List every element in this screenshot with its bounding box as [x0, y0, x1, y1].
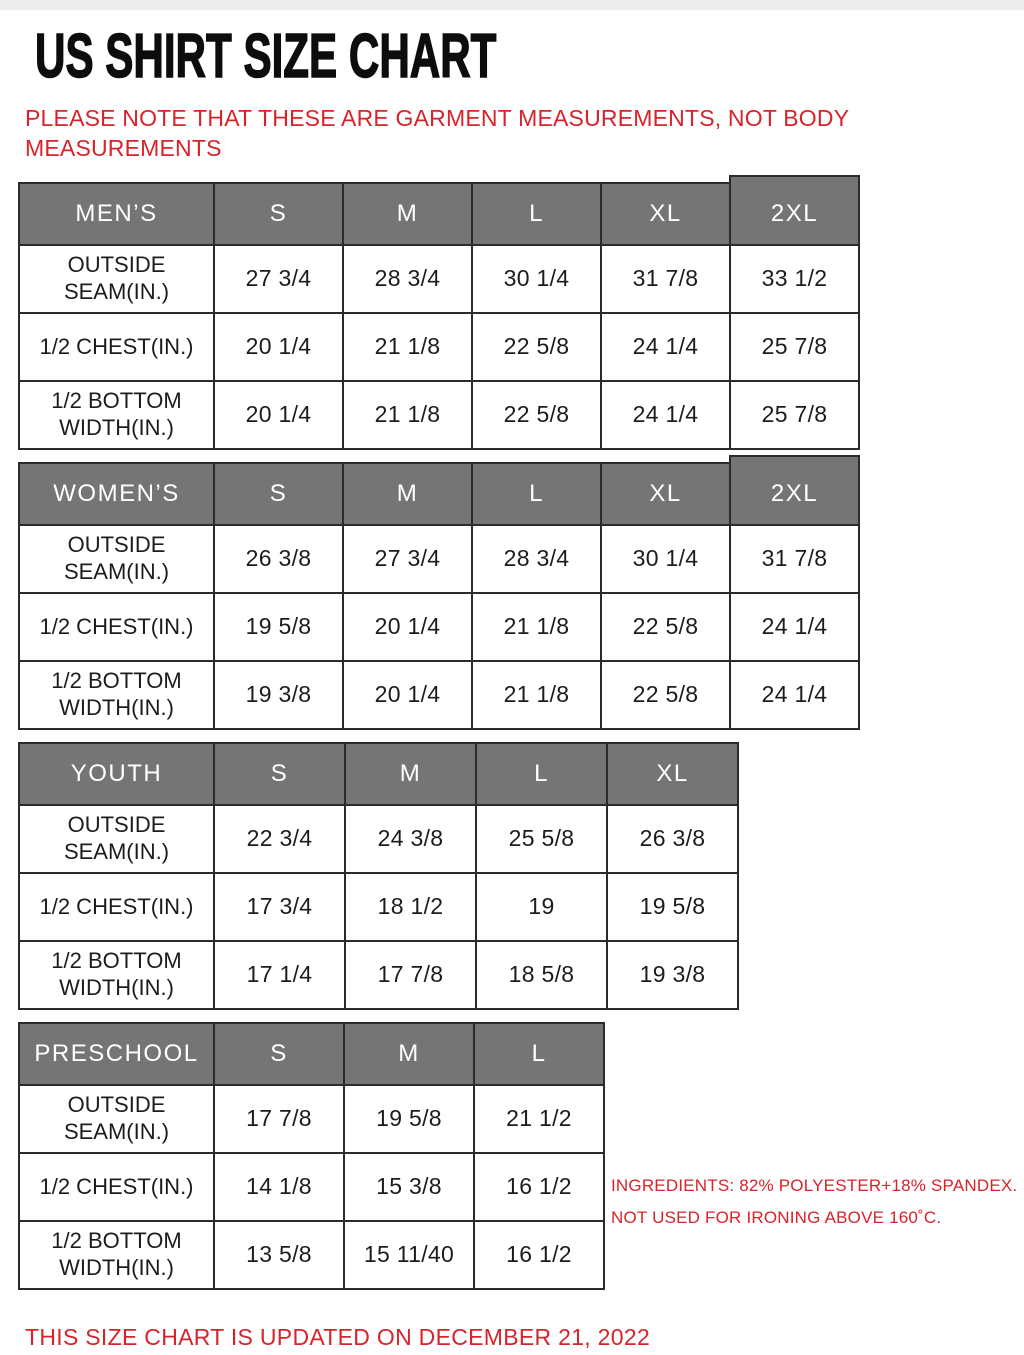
measurement-value-cell: 20 1/4 — [343, 661, 472, 729]
measurement-value-cell: 19 3/8 — [607, 941, 738, 1009]
measurement-value-cell: 33 1/2 — [730, 245, 859, 313]
measurement-value-cell: 27 3/4 — [343, 525, 472, 593]
measurement-value-cell: 28 3/4 — [343, 245, 472, 313]
row-label: OUTSIDE SEAM(IN.) — [19, 805, 214, 873]
size-header-cell: M — [344, 1023, 474, 1085]
measurement-value-cell: 28 3/4 — [472, 525, 601, 593]
measurement-value-cell: 16 1/2 — [474, 1221, 604, 1289]
ingredients-line: INGREDIENTS: 82% POLYESTER+18% SPANDEX. — [611, 1175, 1018, 1195]
measurement-value-cell: 27 3/4 — [214, 245, 343, 313]
preschool-table-slot — [18, 1022, 605, 1302]
measurement-value-cell: 17 7/8 — [345, 941, 476, 1009]
table-row — [19, 941, 738, 1009]
size-tables — [18, 182, 1024, 1302]
measurement-value-cell: 19 5/8 — [344, 1085, 474, 1153]
measurement-value-cell: 30 1/4 — [601, 525, 730, 593]
row-label: 1/2 BOTTOM WIDTH(IN.) — [19, 381, 214, 449]
size-header-cell: 2XL — [730, 463, 859, 525]
table-row — [19, 313, 859, 381]
measurement-value-cell: 21 1/8 — [472, 593, 601, 661]
womens-size-table — [18, 462, 860, 730]
table-row — [19, 245, 859, 313]
row-label: 1/2 BOTTOM WIDTH(IN.) — [19, 941, 214, 1009]
measurement-value-cell: 21 1/8 — [343, 313, 472, 381]
measurement-value-cell: 18 5/8 — [476, 941, 607, 1009]
table-row — [19, 593, 859, 661]
measurement-value-cell: 13 5/8 — [214, 1221, 344, 1289]
measurement-value-cell: 31 7/8 — [601, 245, 730, 313]
row-label: 1/2 CHEST(IN.) — [19, 313, 214, 381]
size-header-cell: M — [343, 183, 472, 245]
youth-size-table — [18, 742, 739, 1010]
row-label: OUTSIDE SEAM(IN.) — [19, 245, 214, 313]
measurement-value-cell: 24 1/4 — [601, 381, 730, 449]
row-label: 1/2 CHEST(IN.) — [19, 593, 214, 661]
garment-measurement-note: PLEASE NOTE THAT THESE ARE GARMENT MEASUREMENTS, NOT BODY MEASUREMENTS — [25, 105, 849, 161]
measurement-value-cell: 26 3/8 — [214, 525, 343, 593]
measurement-value-cell: 24 1/4 — [730, 593, 859, 661]
main-size-tables — [18, 182, 1024, 1010]
size-header-cell: XL — [607, 743, 738, 805]
measurement-value-cell: 30 1/4 — [472, 245, 601, 313]
mens-size-table — [18, 182, 860, 450]
measurement-value-cell: 20 1/4 — [214, 381, 343, 449]
measurement-value-cell: 25 5/8 — [476, 805, 607, 873]
measurement-value-cell: 20 1/4 — [343, 593, 472, 661]
mens-table-title: MEN’S — [19, 183, 214, 245]
row-label: 1/2 CHEST(IN.) — [19, 1153, 214, 1221]
measurement-value-cell: 15 11/40 — [344, 1221, 474, 1289]
table-row — [19, 873, 738, 941]
size-header-cell: S — [214, 463, 343, 525]
measurement-value-cell: 25 7/8 — [730, 381, 859, 449]
size-header-cell: L — [472, 183, 601, 245]
preschool-table-title: PRESCHOOL — [19, 1023, 214, 1085]
ingredients-note — [611, 1170, 1017, 1234]
measurement-value-cell: 21 1/2 — [474, 1085, 604, 1153]
page-title: US SHIRT SIZE CHART — [35, 22, 497, 91]
measurement-value-cell: 22 3/4 — [214, 805, 345, 873]
size-header-cell: S — [214, 743, 345, 805]
table-row — [19, 1153, 604, 1221]
size-header-cell: M — [345, 743, 476, 805]
measurement-value-cell: 22 5/8 — [472, 381, 601, 449]
measurement-value-cell: 24 1/4 — [601, 313, 730, 381]
size-header-cell: S — [214, 1023, 344, 1085]
table-row — [19, 381, 859, 449]
preschool-section — [18, 1022, 1024, 1302]
measurement-value-cell: 25 7/8 — [730, 313, 859, 381]
size-header-cell: M — [343, 463, 472, 525]
measurement-value-cell: 24 3/8 — [345, 805, 476, 873]
measurement-value-cell: 17 3/4 — [214, 873, 345, 941]
measurement-value-cell: 19 5/8 — [214, 593, 343, 661]
size-header-cell: XL — [601, 183, 730, 245]
measurement-value-cell: 31 7/8 — [730, 525, 859, 593]
measurement-value-cell: 17 1/4 — [214, 941, 345, 1009]
measurement-value-cell: 14 1/8 — [214, 1153, 344, 1221]
table-row — [19, 1085, 604, 1153]
size-header-cell: 2XL — [730, 183, 859, 245]
table-row — [19, 525, 859, 593]
size-header-cell: L — [476, 743, 607, 805]
measurement-value-cell: 21 1/8 — [343, 381, 472, 449]
row-label: OUTSIDE SEAM(IN.) — [19, 1085, 214, 1153]
measurement-value-cell: 17 7/8 — [214, 1085, 344, 1153]
measurement-value-cell: 19 3/8 — [214, 661, 343, 729]
table-row — [19, 1221, 604, 1289]
size-header-cell: XL — [601, 463, 730, 525]
row-label: 1/2 BOTTOM WIDTH(IN.) — [19, 1221, 214, 1289]
row-label: OUTSIDE SEAM(IN.) — [19, 525, 214, 593]
row-label: 1/2 BOTTOM WIDTH(IN.) — [19, 661, 214, 729]
measurement-value-cell: 22 5/8 — [601, 661, 730, 729]
size-header-cell: L — [474, 1023, 604, 1085]
measurement-value-cell: 19 5/8 — [607, 873, 738, 941]
measurement-value-cell: 21 1/8 — [472, 661, 601, 729]
measurement-value-cell: 16 1/2 — [474, 1153, 604, 1221]
womens-table-title: WOMEN’S — [19, 463, 214, 525]
measurement-value-cell: 22 5/8 — [601, 593, 730, 661]
table-row — [19, 661, 859, 729]
row-label: 1/2 CHEST(IN.) — [19, 873, 214, 941]
measurement-value-cell: 26 3/8 — [607, 805, 738, 873]
table-row — [19, 805, 738, 873]
top-strip — [0, 0, 1024, 10]
update-date-note: THIS SIZE CHART IS UPDATED ON DECEMBER 21, 2022 — [25, 1323, 651, 1350]
measurement-value-cell: 22 5/8 — [472, 313, 601, 381]
ironing-warning-line: NOT USED FOR IRONING ABOVE 160˚C. — [611, 1207, 942, 1227]
measurement-value-cell: 15 3/8 — [344, 1153, 474, 1221]
measurement-value-cell: 18 1/2 — [345, 873, 476, 941]
measurement-value-cell: 24 1/4 — [730, 661, 859, 729]
youth-table-title: YOUTH — [19, 743, 214, 805]
size-header-cell: L — [472, 463, 601, 525]
size-header-cell: S — [214, 183, 343, 245]
measurement-value-cell: 19 — [476, 873, 607, 941]
preschool-size-table — [18, 1022, 605, 1290]
measurement-value-cell: 20 1/4 — [214, 313, 343, 381]
